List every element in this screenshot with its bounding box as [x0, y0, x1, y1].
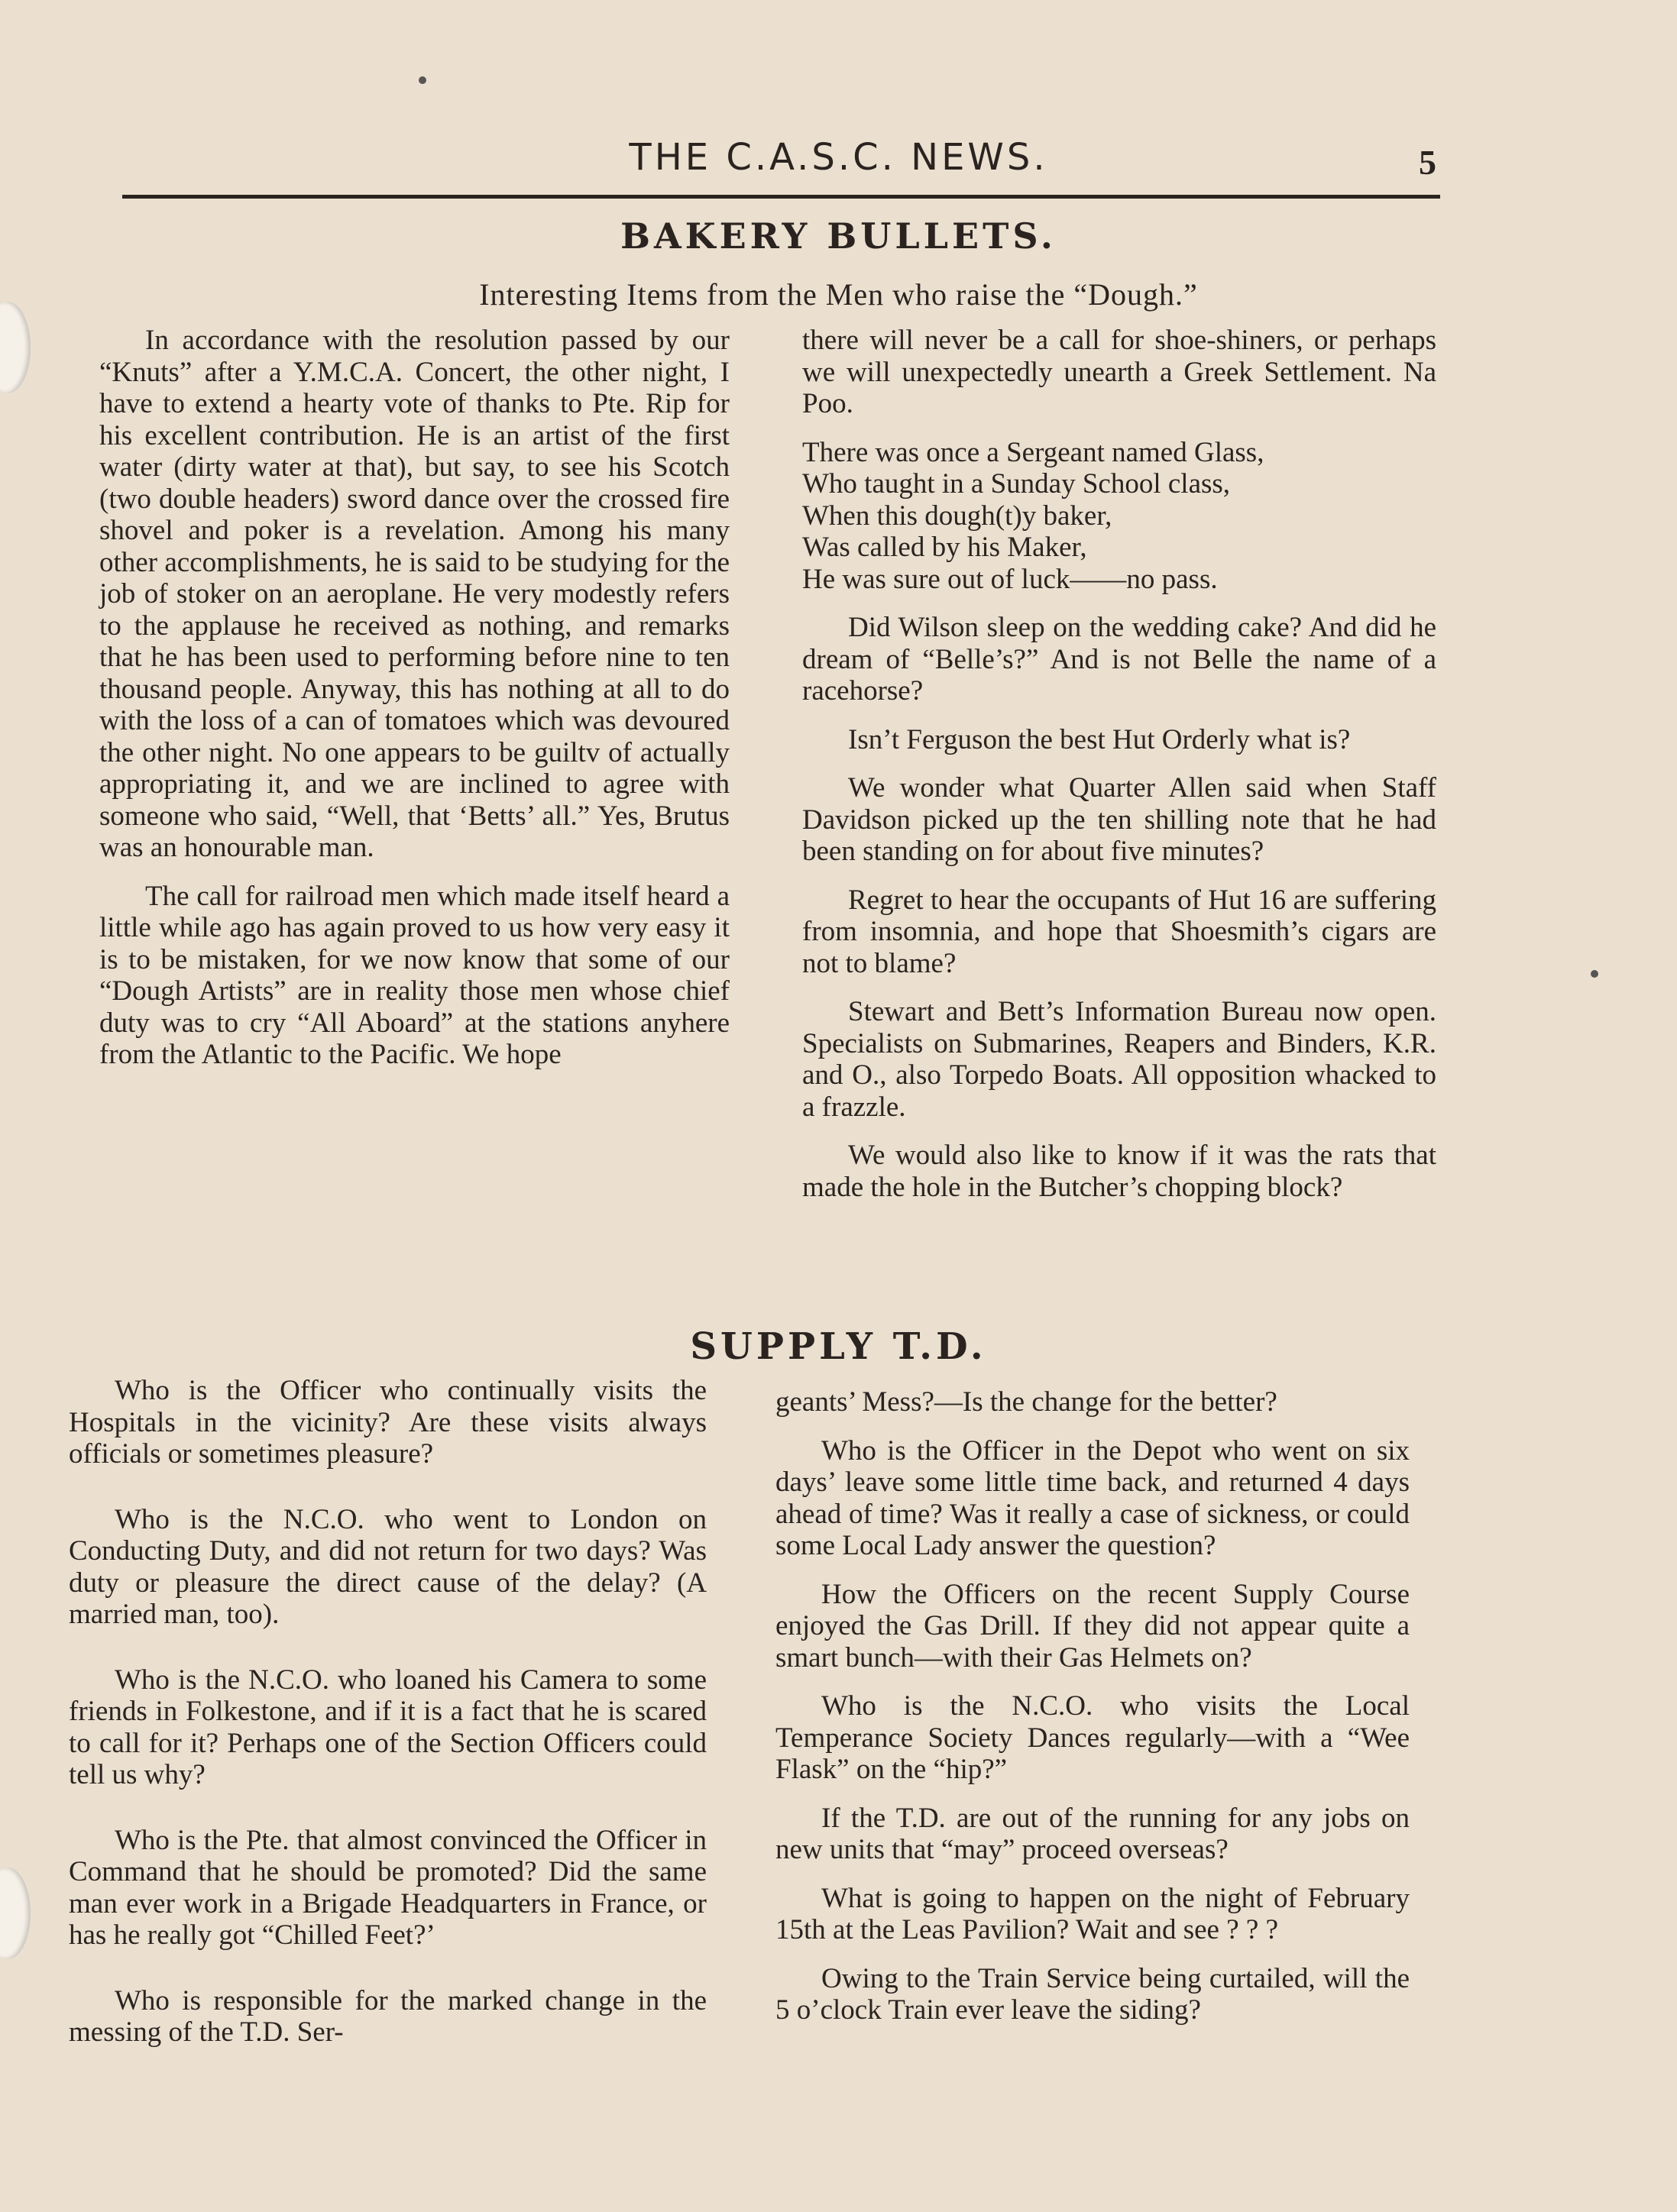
paragraph: In accordance with the resolution passed by our “Knuts” after a Y.M.C.A. Concert, the other night, I have to extend a hearty vote of thanks to Pte. Rip for his excellent contribution. He is an artist of the first water (dirty water at that), but say, to see his Scotch (two double headers) sword dance over the crossed fire shovel and poker is a revelation. Among his many other accomplishments, he is said to be studying for the job of stoker on an aeroplane. He very modestly refers to the applause he received as nothing, and remarks that he has been used to performing before nine to ten thousand people. Anyway, this has nothing at all to do with the loss of a can of tomatoes which was devoured the other night. No one appears to be guiltv of actually appropriating it, and we are inclined to agree with someone who said, “Well, that ‘Betts’ all.” Yes, Brutus was an honourable man. [99, 325, 730, 863]
verse-line: Was called by his Maker, [802, 532, 1087, 563]
verse-line: When this dough(t)y baker, [802, 500, 1112, 532]
supply-left-column [69, 1375, 707, 2049]
paragraph: Did Wilson sleep on the wedding cake? And did he dream of “Belle’s?” And is not Belle the name of a racehorse? [802, 612, 1436, 707]
paragraph: We would also like to know if it was the rats that made the hole in the Butcher’s chopping block? [802, 1140, 1436, 1203]
limerick [802, 437, 1436, 596]
masthead [0, 136, 1677, 189]
paragraph: Who is the Officer in the Depot who went on six days’ leave some little time back, and returned 4 days ahead of time? Was it really a case of sickness, or could some Local Lady answer the question? [775, 1434, 1410, 1561]
paragraph: Who is the N.C.O. who visits the Local Temperance Society Dances regularly—with a “Wee Flask” on the “hip?” [775, 1690, 1410, 1785]
paragraph: Who is the Officer who continually visits the Hospitals in the vicinity? Are these visits always officials or sometimes pleasure? [69, 1375, 707, 1470]
paragraph: How the Officers on the recent Supply Course enjoyed the Gas Drill. If they did not appear quite a smart bunch—with their Gas Helmets on? [775, 1578, 1410, 1674]
paragraph: The call for railroad men which made itself heard a little while ago has again proved to us how very easy it is to be mistaken, for we now know that some of our “Dough Artists” are in reality those men whose chief duty was to cry “All Aboard” at the stations anyhere from the Atlantic to the Pacific. We hope [99, 880, 730, 1070]
bakery-left-column [99, 325, 730, 1088]
verse-line: There was once a Sergeant named Glass, [802, 436, 1264, 468]
supply-right-column [775, 1386, 1410, 2026]
paragraph: Who is responsible for the marked change in the messing of the T.D. Ser- [69, 1984, 707, 2048]
page-number: 5 [1419, 143, 1436, 182]
paragraph: there will never be a call for shoe-shiners, or perhaps we will unexpectedly unearth a Greek Settlement. Na Poo. [802, 325, 1436, 419]
paragraph: Who is the N.C.O. who loaned his Camera to some friends in Folkestone, and if it is a fact that he is scared to call for it? Perhaps one of the Section Officers could tell us why? [69, 1664, 707, 1790]
masthead-rule [122, 195, 1440, 199]
paper-speck [1591, 970, 1598, 978]
supply-td-heading: SUPPLY T.D. [690, 1325, 987, 1368]
bakery-bullets-heading: BAKERY BULLETS. [620, 215, 1057, 257]
punch-hole-top [0, 302, 31, 393]
bakery-right-column [802, 325, 1436, 1203]
paragraph: geants’ Mess?—Is the change for the better? [775, 1386, 1277, 1418]
paragraph: Stewart and Bett’s Information Bureau now open. Specialists on Submarines, Reapers and Binders, K.R. and O., also Torpedo Boats. All opposition whacked to a frazzle. [802, 996, 1436, 1123]
punch-hole-bottom [0, 1868, 31, 1959]
paragraph: Isn’t Ferguson the best Hut Orderly what is? [848, 723, 1351, 755]
paragraph: Regret to hear the occupants of Hut 16 are suffering from insomnia, and hope that Shoesmith’s cigars are not to blame? [802, 884, 1436, 979]
paragraph: What is going to happen on the night of February 15th at the Leas Pavilion? Wait and see ? ? ? [775, 1882, 1410, 1945]
verse-line: Who taught in a Sunday School class, [802, 468, 1231, 500]
paragraph: We wonder what Quarter Allen said when Staff Davidson picked up the ten shilling note that he had been standing on for about five minutes? [802, 772, 1436, 867]
paragraph: If the T.D. are out of the running for any jobs on new units that “may” proceed overseas? [775, 1802, 1410, 1865]
paper-speck [419, 76, 426, 84]
newspaper-title: THE C.A.S.C. NEWS. [629, 136, 1048, 179]
verse-line: He was sure out of luck——no pass. [802, 563, 1218, 595]
paragraph: Who is the Pte. that almost convinced the Officer in Command that he should be promoted? Did the same man ever work in a Brigade Headquarters in France, or has he really got “Chilled Feet?’ [69, 1824, 707, 1951]
paragraph: Who is the N.C.O. who went to London on Conducting Duty, and did not return for two days? Was duty or pleasure the direct cause of the delay? (A married man, too). [69, 1503, 707, 1630]
bakery-bullets-subheading: Interesting Items from the Men who raise the “Dough.” [479, 277, 1198, 312]
paragraph: Owing to the Train Service being curtailed, will the 5 o’clock Train ever leave the siding? [775, 1962, 1410, 2026]
